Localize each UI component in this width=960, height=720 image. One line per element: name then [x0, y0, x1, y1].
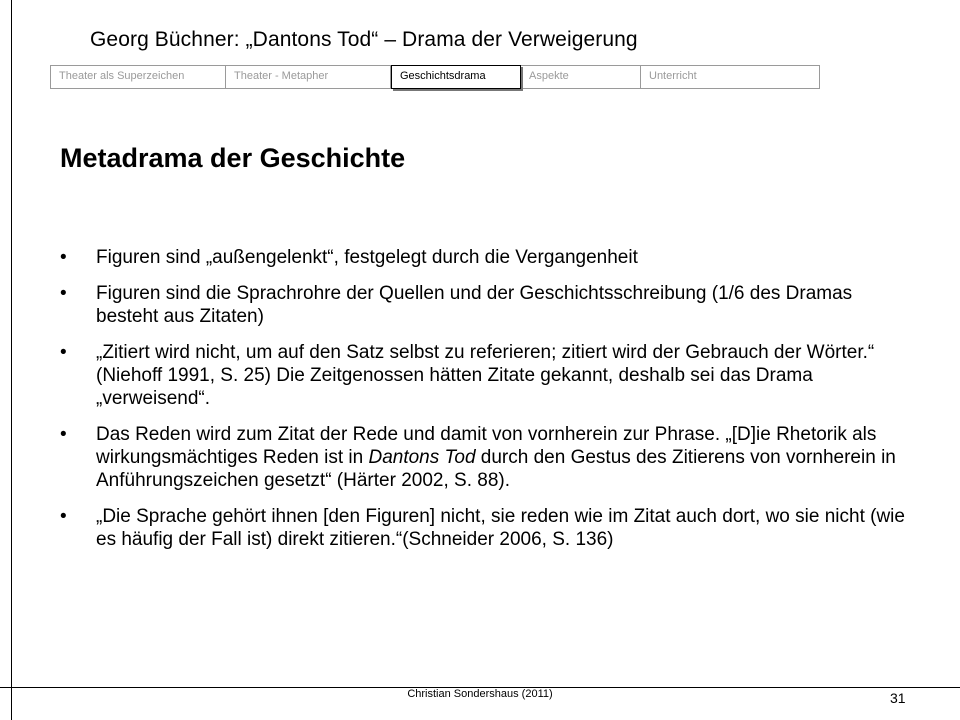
- tab-theater-als-superzeichen[interactable]: Theater als Superzeichen: [51, 66, 226, 88]
- bullet-marker: •: [60, 247, 67, 268]
- bullet-text: Figuren sind die Sprachrohre der Quellen und der Geschichtsschreibung (1/6 des Dramas besteht aus Zitaten): [96, 283, 853, 327]
- tab-aspekte[interactable]: Aspekte: [521, 66, 641, 88]
- bullet-item: [60, 341, 915, 410]
- bullet-item: [60, 282, 915, 328]
- bullet-item: [60, 246, 915, 269]
- bullet-marker: •: [60, 506, 67, 527]
- bullet-marker: •: [60, 342, 67, 363]
- bullet-item: [60, 423, 915, 492]
- tab-unterricht[interactable]: Unterricht: [649, 70, 697, 82]
- left-border-line: [11, 0, 12, 720]
- presentation-title: Georg Büchner: „Dantons Tod“ – Drama der Verweigerung: [90, 28, 638, 51]
- bullet-text: „Die Sprache gehört ihnen [den Figuren] nicht, sie reden wie im Zitat auch dort, wo sie nicht (wie es häufig der Fall ist) direkt zitieren.“(Schneider 2006, S. 136): [96, 506, 905, 550]
- bullet-text-part: Das Reden wird zum Zitat der Rede und damit von vornherein zur Phrase. „[D]ie Rhetorik als wirkungsmächtiges Reden ist in: [96, 424, 877, 468]
- bullet-text-part: durch den Gestus des Zitierens von vornherein in Anführungszeichen gesetzt“ (Härter 2002, S. 88).: [96, 447, 896, 491]
- page-number: 31: [890, 690, 906, 706]
- tab-theater-metapher[interactable]: Theater - Metapher: [226, 66, 391, 88]
- slide-title: Metadrama der Geschichte: [60, 143, 406, 173]
- bullet-list: [60, 246, 915, 564]
- bullet-marker: •: [60, 283, 67, 304]
- tab-geschichtsdrama[interactable]: Geschichtsdrama: [391, 65, 521, 89]
- nav-tab-bar: [50, 65, 820, 89]
- bullet-marker: •: [60, 424, 67, 445]
- work-title-italic: Dantons Tod: [368, 447, 476, 468]
- bullet-text: „Zitiert wird nicht, um auf den Satz selbst zu referieren; zitiert wird der Gebrauch der Wörter.“ (Niehoff 1991, S. 25) Die Zeitgenossen hätten Zitate gekannt, deshalb sei das Drama „verweisend“.: [96, 342, 875, 409]
- bullet-item: [60, 505, 915, 551]
- bullet-text: [96, 424, 896, 491]
- footer-credit: Christian Sondershaus (2011): [407, 688, 553, 700]
- bullet-text: Figuren sind „außengelenkt“, festgelegt durch die Vergangenheit: [96, 247, 638, 268]
